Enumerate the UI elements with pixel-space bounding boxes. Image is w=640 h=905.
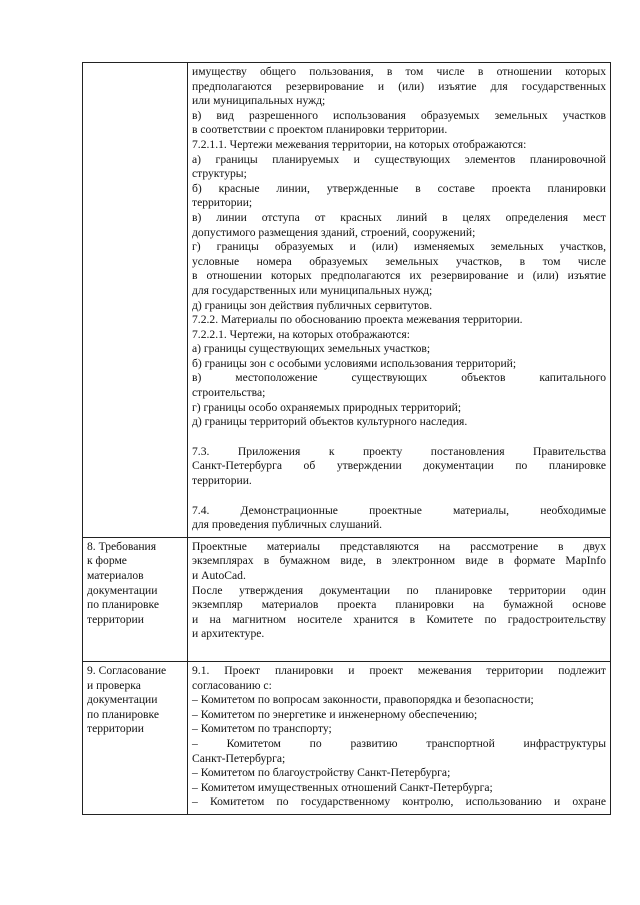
content-line: территории. <box>192 474 252 488</box>
section-title-line: документации <box>87 693 158 707</box>
section-content-cell <box>188 537 611 661</box>
content-line: 7.2.2. Материалы по обоснованию проекта межевания территории. <box>192 313 523 327</box>
section-title-line: к форме <box>87 554 127 568</box>
content-line: – Комитетом по энергетике и инженерному обеспечению; <box>192 707 478 721</box>
content-line: или муниципальных нужд; <box>192 94 326 108</box>
content-line: 7.3. Приложения к проекту постановления Правительства <box>192 444 606 458</box>
content-line: территории; <box>192 196 253 210</box>
content-line: а) границы планируемых и существующих элементов планировочной <box>192 152 606 166</box>
section-content-cell <box>188 661 611 814</box>
content-line: б) границы зон с особыми условиями использования территорий; <box>192 356 517 370</box>
content-line: в) линии отступа от красных линий в целях определения мест <box>192 210 606 224</box>
section-title-cell <box>83 537 188 661</box>
blank-line <box>192 430 606 445</box>
table-row <box>83 63 611 538</box>
section-title-cell <box>83 63 188 538</box>
section-title-line: по планировке <box>87 598 160 612</box>
content-line: 7.4. Демонстрационные проектные материалы, необходимые <box>192 503 606 517</box>
table-row <box>83 537 611 661</box>
content-line: Проектные материалы представляются на рассмотрение в двух <box>192 539 606 553</box>
section-title-line: по планировке <box>87 707 160 721</box>
content-line: для государственных или муниципальных нужд; <box>192 283 433 297</box>
content-line: – Комитетом по транспорту; <box>192 722 332 736</box>
requirements-table <box>82 62 611 815</box>
content-line: – Комитетом по благоустройству Санкт-Петербурга; <box>192 766 451 780</box>
content-line: и архитектуре. <box>192 627 265 641</box>
section-title-line: материалов <box>87 569 144 582</box>
blank-line <box>192 642 606 657</box>
content-line: в) местоположение существующих объектов капитального <box>192 371 606 385</box>
section-title-line: документации <box>87 583 158 597</box>
content-line: для проведения публичных слушаний. <box>192 518 383 532</box>
section-title-line: территории <box>87 722 144 736</box>
content-line: 9.1. Проект планировки и проект межевания территории подлежит <box>192 663 606 677</box>
section-title-line: и проверка <box>87 678 141 692</box>
section-content-cell <box>188 63 611 538</box>
content-line: предполагаются резервирование и (или) изъятие для государственных <box>192 79 606 93</box>
content-line: Санкт-Петербурга об утверждении документации по планировке <box>192 459 606 473</box>
content-line: После утверждения документации по планировке территории один <box>192 583 606 597</box>
content-line: структуры; <box>192 167 247 181</box>
section-title-line: 9. Согласование <box>87 663 167 677</box>
blank-line <box>192 489 606 504</box>
content-line: а) границы существующих земельных участков; <box>192 342 431 356</box>
content-line: – Комитетом по государственному контролю, использованию и охране <box>192 795 606 809</box>
content-line: и AutoCad. <box>192 569 246 582</box>
content-line: в) вид разрешенного использования образуемых земельных участков <box>192 108 606 122</box>
content-line: экземплярах в бумажном виде, в электронном виде в формате MapInfo <box>192 554 606 568</box>
content-line: – Комитетом по развитию транспортной инфраструктуры <box>192 736 606 750</box>
content-line: экземпляр материалов проекта планировки на бумажной основе <box>192 598 606 612</box>
content-line: в соответствии с проектом планировки территории. <box>192 123 448 137</box>
content-line: и на магнитном носителе хранится в Комитете по градостроительству <box>192 612 606 626</box>
content-line: 7.2.2.1. Чертежи, на которых отображаются: <box>192 327 410 341</box>
table-row <box>83 661 611 814</box>
content-line: б) красные линии, утвержденные в составе проекта планировки <box>192 181 606 195</box>
content-line: в отношении которых предполагаются их резервирование и (или) изъятие <box>192 269 606 283</box>
content-line: д) границы зон действия публичных сервитутов. <box>192 298 433 312</box>
content-line: допустимого размещения зданий, строений, сооружений; <box>192 225 476 239</box>
content-line: – Комитетом по вопросам законности, правопорядка и безопасности; <box>192 693 534 707</box>
content-line: д) границы территорий объектов культурного наследия. <box>192 415 468 429</box>
section-title-line: 8. Требования <box>87 539 157 553</box>
content-line: – Комитетом имущественных отношений Санкт-Петербурга; <box>192 780 493 794</box>
section-title-cell <box>83 661 188 814</box>
content-line: Санкт-Петербурга; <box>192 751 286 765</box>
content-line: строительства; <box>192 386 266 400</box>
content-line: 7.2.1.1. Чертежи межевания территории, на которых отображаются: <box>192 137 527 151</box>
content-line: согласованию с: <box>192 678 272 692</box>
content-line: имуществу общего пользования, в том числе в отношении которых <box>192 65 606 78</box>
section-title-line: территории <box>87 612 144 626</box>
content-line: г) границы образуемых и (или) изменяемых земельных участков, <box>192 240 606 254</box>
content-line: условные номера образуемых земельных участков, в том числе <box>192 254 606 268</box>
content-line: г) границы особо охраняемых природных территорий; <box>192 400 462 414</box>
